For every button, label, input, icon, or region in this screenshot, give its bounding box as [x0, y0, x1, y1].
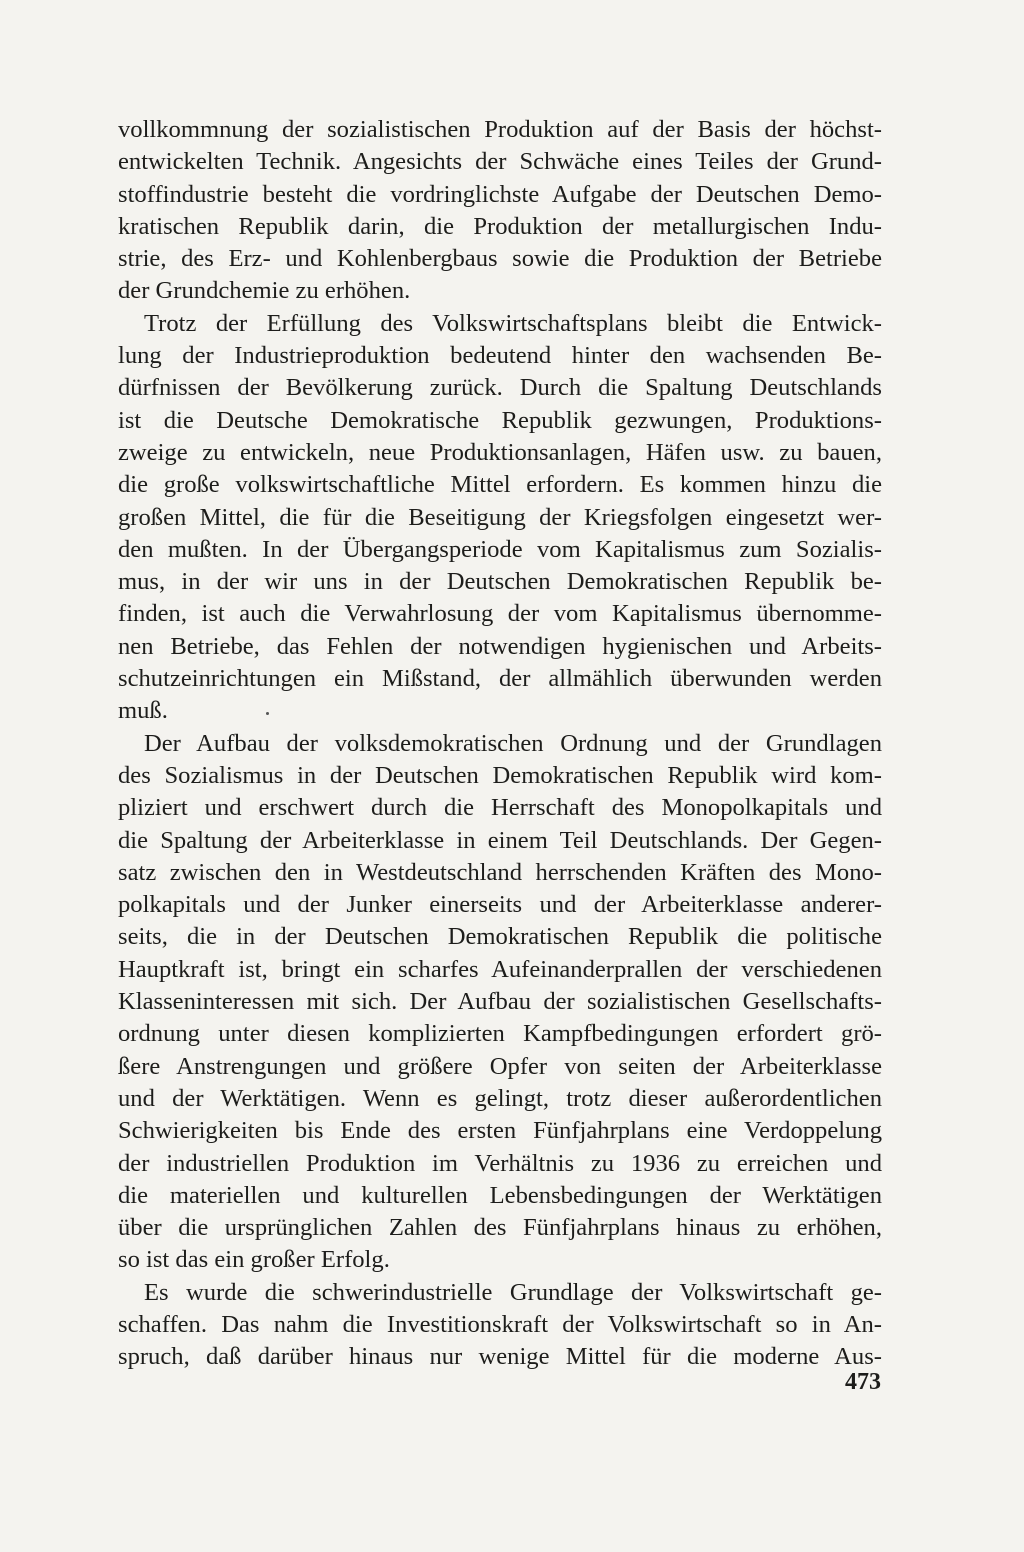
text-line: nen Betriebe, das Fehlen der notwendigen hygienischen und Arbeits-	[118, 632, 882, 660]
text-line: lung der Industrieproduktion bedeutend hinter den wachsenden Be-	[118, 342, 882, 370]
text-line: Der Aufbau der volksdemokratischen Ordnung und der Grundlagen	[144, 729, 882, 757]
text-line: des Sozialismus in der Deutschen Demokratischen Republik wird kom-	[118, 761, 882, 789]
text-line: schutzeinrichtungen ein Mißstand, der allmählich überwunden werden	[118, 665, 882, 693]
text-line: die materiellen und kulturellen Lebensbedingungen der Werktätigen	[118, 1181, 882, 1209]
text-line: muß.	[118, 697, 168, 725]
text-line: die Spaltung der Arbeiterklasse in einem Teil Deutschlands. Der Gegen-	[118, 826, 882, 854]
text-line: den mußten. In der Übergangsperiode vom Kapitalismus zum Sozialis-	[118, 535, 882, 563]
text-line: die große volkswirtschaftliche Mittel erfordern. Es kommen hinzu die	[118, 471, 882, 499]
text-line: satz zwischen den in Westdeutschland herrschenden Kräften des Mono-	[118, 858, 882, 886]
text-line: ordnung unter diesen komplizierten Kampfbedingungen erfordert grö-	[118, 1020, 882, 1048]
text-line: polkapitals und der Junker einerseits und der Arbeiterklasse anderer-	[118, 891, 882, 919]
text-line: Klasseninteressen mit sich. Der Aufbau der sozialistischen Gesellschafts-	[118, 988, 882, 1016]
text-line: der Grundchemie zu erhöhen.	[118, 277, 411, 305]
text-line: ßere Anstrengungen und größere Opfer von seiten der Arbeiterklasse	[118, 1052, 882, 1080]
print-speck	[266, 712, 269, 715]
text-line: spruch, daß darüber hinaus nur wenige Mittel für die moderne Aus-	[118, 1343, 882, 1371]
text-line: der industriellen Produktion im Verhältnis zu 1936 zu erreichen und	[118, 1149, 882, 1177]
text-line: kratischen Republik darin, die Produktion der metallurgischen Indu-	[118, 212, 882, 240]
text-line: Hauptkraft ist, bringt ein scharfes Aufeinanderprallen der verschiedenen	[118, 955, 882, 983]
text-line: Trotz der Erfüllung des Volkswirtschaftsplans bleibt die Entwick-	[144, 309, 882, 337]
text-line: finden, ist auch die Verwahrlosung der vom Kapitalismus übernomme-	[118, 600, 882, 628]
text-line: pliziert und erschwert durch die Herrschaft des Monopolkapitals und	[118, 794, 882, 822]
page-number: 473	[845, 1369, 881, 1395]
text-line: dürfnissen der Bevölkerung zurück. Durch die Spaltung Deutschlands	[118, 374, 882, 402]
text-line: zweige zu entwickeln, neue Produktionsanlagen, Häfen usw. zu bauen,	[118, 438, 882, 466]
text-line: mus, in der wir uns in der Deutschen Demokratischen Republik be-	[118, 568, 882, 596]
text-line: großen Mittel, die für die Beseitigung der Kriegsfolgen eingesetzt wer-	[118, 503, 882, 531]
text-line: und der Werktätigen. Wenn es gelingt, trotz dieser außerordentlichen	[118, 1084, 882, 1112]
text-line: stoffindustrie besteht die vordringlichste Aufgabe der Deutschen Demo-	[118, 180, 882, 208]
text-line: schaffen. Das nahm die Investitionskraft der Volkswirtschaft so in An-	[118, 1310, 882, 1338]
text-line: strie, des Erz- und Kohlenbergbaus sowie die Produktion der Betriebe	[118, 245, 882, 273]
text-line: vollkommnung der sozialistischen Produktion auf der Basis der höchst-	[118, 116, 882, 143]
text-line: seits, die in der Deutschen Demokratischen Republik die politische	[118, 923, 882, 951]
text-line: so ist das ein großer Erfolg.	[118, 1246, 390, 1274]
body-text	[118, 114, 882, 1374]
text-line: Schwierigkeiten bis Ende des ersten Fünfjahrplans eine Verdoppelung	[118, 1117, 882, 1145]
text-line: Es wurde die schwerindustrielle Grundlage der Volkswirtschaft ge-	[144, 1278, 882, 1306]
text-line: ist die Deutsche Demokratische Republik gezwungen, Produktions-	[118, 406, 882, 434]
text-line: über die ursprünglichen Zahlen des Fünfjahrplans hinaus zu erhöhen,	[118, 1214, 882, 1242]
text-line: entwickelten Technik. Angesichts der Schwäche eines Teiles der Grund-	[118, 148, 882, 176]
